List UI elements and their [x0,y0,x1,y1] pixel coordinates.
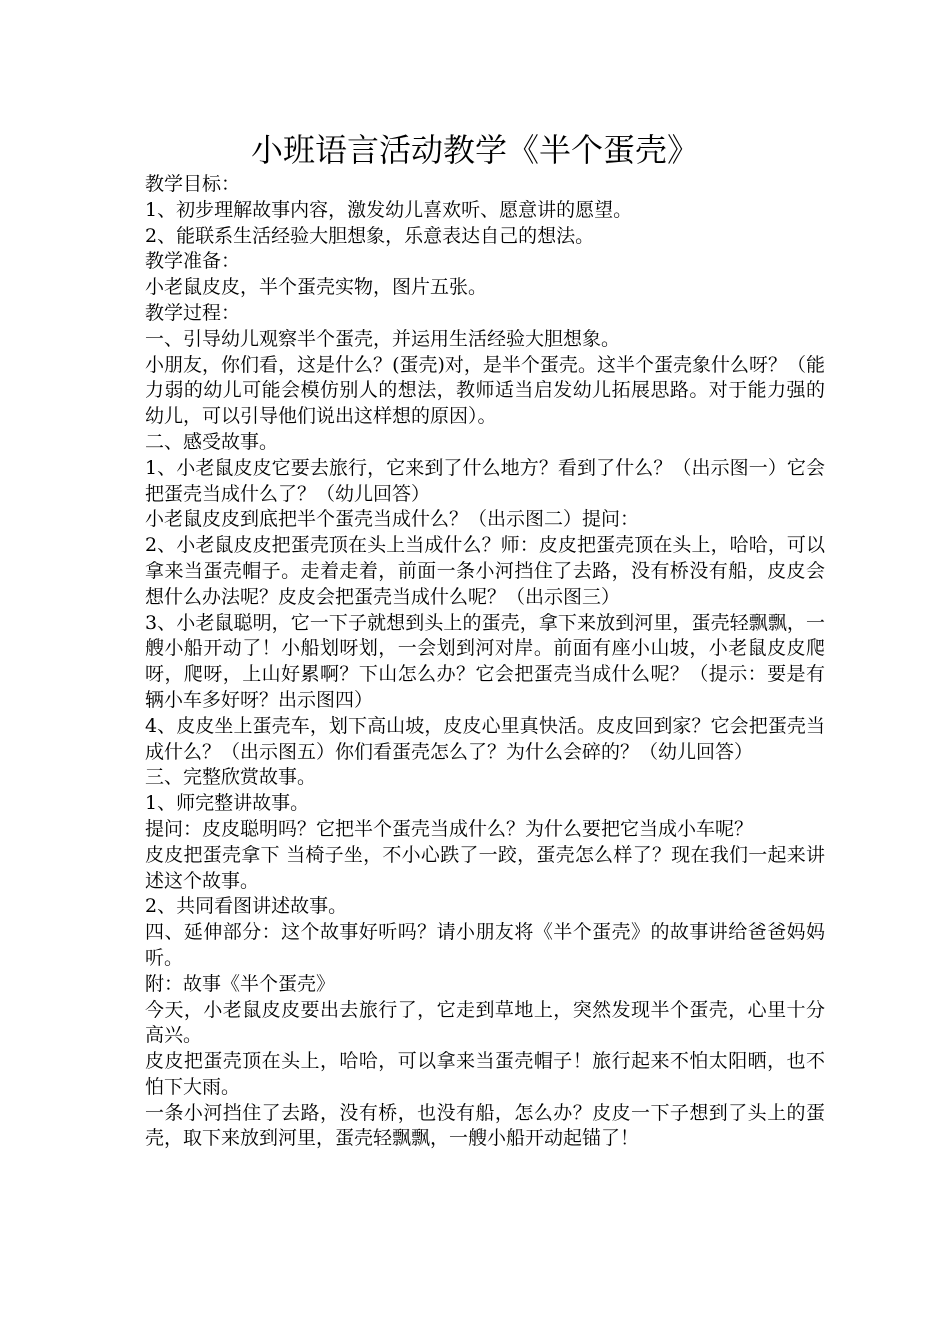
preparation-text: 小老鼠皮皮，半个蛋壳实物，图片五张。 [145,276,488,299]
process-step-2-question: 小老鼠皮皮到底把半个蛋壳当成什么？（出示图二）提问： [145,508,640,531]
process-step-2-item-3: 3、小老鼠聪明，它一下子就想到头上的蛋壳，拿下来放到河里，蛋壳轻飘飘，一艘小船开动了！小船划呀划，一会划到河对岸。前面有座小山坡，小老鼠皮皮爬呀，爬呀，上山好累啊？下山怎么办？它会把蛋壳当成什么呢？（提示：要是有辆小车多好呀？出示图四） [145,611,825,711]
goal-item-1: 1、初步理解故事内容，激发幼儿喜欢听、愿意讲的愿望。 [145,198,633,221]
process-step-3-item-2: 2、共同看图讲述故事。 [145,895,348,918]
process-step-2-item-2: 2、小老鼠皮皮把蛋壳顶在头上当成什么？师：皮皮把蛋壳顶在头上，哈哈，可以拿来当蛋壳帽子。走着走着，前面一条小河挡住了去路，没有桥没有船，皮皮会想什么办法呢？皮皮会把蛋壳当成什么呢？（出示图三） [145,534,825,608]
story-paragraph-2: 皮皮把蛋壳顶在头上，哈哈，可以拿来当蛋壳帽子！旅行起来不怕太阳晒，也不怕下大雨。 [145,1050,825,1098]
story-paragraph-1: 今天，小老鼠皮皮要出去旅行了，它走到草地上，突然发现半个蛋壳，心里十分高兴。 [145,998,825,1047]
document-title: 小班语言活动教学《半个蛋壳》 [250,131,699,169]
process-step-2-item-1: 1、小老鼠皮皮它要去旅行，它来到了什么地方？看到了什么？（出示图一）它会把蛋壳当成什么了？（幼儿回答） [145,456,825,505]
process-step-1-text: 小朋友，你们看，这是什么？(蛋壳)对，是半个蛋壳。这半个蛋壳象什么呀？（能力弱的幼儿可能会模仿别人的想法，教师适当启发幼儿拓展思路。对于能力强的幼儿，可以引导他们说出这样想的原因）。 [145,353,825,428]
process-step-3-heading: 三、完整欣赏故事。 [145,766,317,789]
process-step-1-heading: 一、引导幼儿观察半个蛋壳，并运用生活经验大胆想象。 [145,327,621,350]
process-step-2-heading: 二、感受故事。 [145,430,279,453]
goal-item-2: 2、能联系生活经验大胆想象，乐意表达自己的想法。 [145,224,595,247]
appendix-heading: 附：故事《半个蛋壳》 [145,972,336,995]
section-heading-preparation: 教学准备： [145,250,241,273]
process-step-4-extension: 四、延伸部分：这个故事好听吗？请小朋友将《半个蛋壳》的故事讲给爸爸妈妈听。 [145,921,825,969]
document-body [145,172,825,1152]
section-heading-process: 教学过程： [145,301,241,324]
story-paragraph-3: 一条小河挡住了去路，没有桥，也没有船，怎么办？皮皮一下子想到了头上的蛋壳，取下来放到河里，蛋壳轻飘飘，一艘小船开动起锚了！ [145,1101,825,1150]
process-step-3-item-1: 1、师完整讲故事。 [145,792,310,815]
process-step-2-item-4: 4、皮皮坐上蛋壳车，划下高山坡，皮皮心里真快活。皮皮回到家？它会把蛋壳当成什么？（出示图五）你们看蛋壳怎么了？为什么会碎的？（幼儿回答） [145,714,825,763]
section-heading-goals: 教学目标： [145,173,241,195]
process-step-3-question: 提问：皮皮聪明吗？它把半个蛋壳当成什么？为什么要把它当成小车呢？ [145,817,754,840]
process-step-3-text: 皮皮把蛋壳拿下 当椅子坐，不小心跌了一跤，蛋壳怎么样了？现在我们一起来讲述这个故事。 [145,843,825,892]
